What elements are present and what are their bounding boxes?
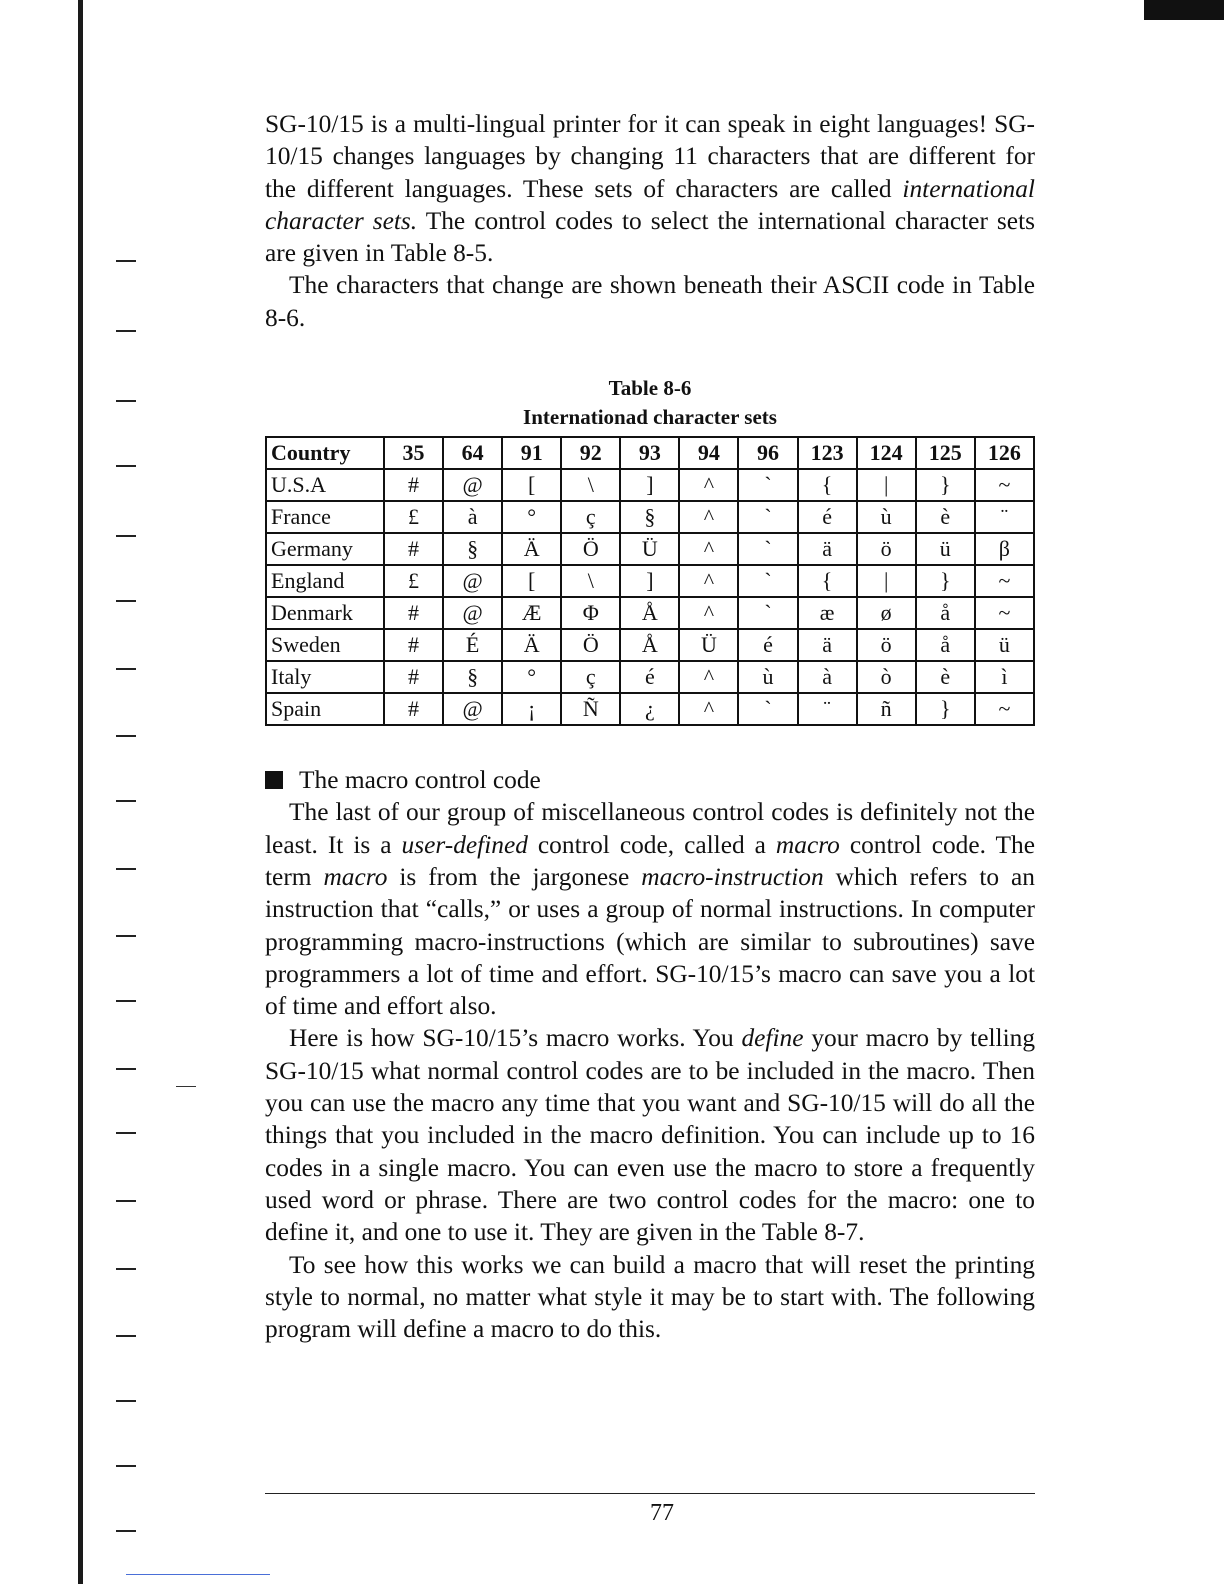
tick-mark: [116, 935, 136, 937]
margin-dash: [176, 1086, 196, 1087]
char-cell: é: [798, 501, 857, 533]
tick-mark: [116, 1132, 136, 1134]
tick-mark: [116, 1465, 136, 1467]
scan-underline: [126, 1574, 270, 1575]
char-cell: ~: [975, 469, 1034, 501]
char-cell: ^: [679, 597, 738, 629]
char-cell: ä: [798, 533, 857, 565]
header-cell: 91: [502, 437, 561, 469]
char-cell: ö: [857, 533, 916, 565]
country-cell: France: [266, 501, 384, 533]
char-cell: °: [502, 661, 561, 693]
char-cell: #: [384, 661, 443, 693]
char-cell: Ü: [620, 533, 679, 565]
char-cell: ^: [679, 501, 738, 533]
char-cell: Ñ: [561, 693, 620, 725]
char-cell: `: [738, 693, 797, 725]
table-row: [266, 629, 1034, 661]
header-cell: 124: [857, 437, 916, 469]
tick-mark: [116, 1200, 136, 1202]
char-cell: £: [384, 565, 443, 597]
char-cell: #: [384, 533, 443, 565]
text-run: your macro by telling SG-10/15 what normal control codes are to be included in the macro. Then you can use the macro any time that you want and SG-10/15 will do all the things that you included in the macro definition. You can include up to 16 codes in a single macro. You can even use the macro to store a frequently used word or phrase. There are two control codes for the macro: one to define it, and one to use it. They are given in the Table 8-7.: [265, 1024, 1036, 1247]
page-content: [265, 108, 1035, 1345]
tick-mark: [116, 1268, 136, 1270]
text-run: Here is how SG-10/15’s macro works. You: [289, 1024, 742, 1053]
tick-mark: [116, 330, 136, 332]
char-cell: ò: [857, 661, 916, 693]
char-cell: Å: [620, 597, 679, 629]
tick-mark: [116, 868, 136, 870]
scan-binding-edge: [78, 0, 83, 1584]
tick-mark: [116, 465, 136, 467]
character-set-table: [265, 436, 1035, 726]
char-cell: §: [620, 501, 679, 533]
tick-mark: [116, 1000, 136, 1002]
char-cell: ö: [857, 629, 916, 661]
char-cell: ì: [975, 661, 1034, 693]
table-intro-paragraph: The characters that change are shown beneath their ASCII code in Table 8-6.: [265, 271, 1035, 332]
emphasis-macro: macro: [323, 862, 388, 891]
char-cell: ù: [857, 501, 916, 533]
char-cell: ä: [798, 629, 857, 661]
char-cell: ¡: [502, 693, 561, 725]
char-cell: °: [502, 501, 561, 533]
char-cell: ^: [679, 661, 738, 693]
char-cell: \: [561, 565, 620, 597]
char-cell: è: [916, 661, 975, 693]
char-cell: Å: [620, 629, 679, 661]
char-cell: β: [975, 533, 1034, 565]
char-cell: ñ: [857, 693, 916, 725]
char-cell: æ: [798, 597, 857, 629]
char-cell: ¿: [620, 693, 679, 725]
char-cell: £: [384, 501, 443, 533]
table-row: [266, 469, 1034, 501]
char-cell: É: [443, 629, 502, 661]
header-cell: 94: [679, 437, 738, 469]
header-cell: 123: [798, 437, 857, 469]
char-cell: [: [502, 469, 561, 501]
char-cell: ù: [738, 661, 797, 693]
header-cell: 35: [384, 437, 443, 469]
char-cell: {: [798, 469, 857, 501]
char-cell: å: [916, 597, 975, 629]
table-header-row: [266, 437, 1034, 469]
square-bullet-icon: [265, 771, 283, 789]
char-cell: |: [857, 565, 916, 597]
table-row: [266, 597, 1034, 629]
country-cell: Germany: [266, 533, 384, 565]
char-cell: è: [916, 501, 975, 533]
char-cell: å: [916, 629, 975, 661]
tick-mark: [116, 1068, 136, 1070]
char-cell: Ö: [561, 629, 620, 661]
char-cell: #: [384, 693, 443, 725]
table-body: [266, 469, 1034, 725]
macro-paragraph-3: To see how this works we can build a macro that will reset the printing style to normal, no matter what style it may be to start with. The following program will define a macro to do this.: [265, 1250, 1035, 1344]
char-cell: \: [561, 469, 620, 501]
char-cell: `: [738, 501, 797, 533]
char-cell: `: [738, 565, 797, 597]
char-cell: ^: [679, 565, 738, 597]
text-run: The control codes to select the international character sets are given in Table 8-5.: [265, 206, 1036, 268]
table-row: [266, 565, 1034, 597]
char-cell: Ü: [679, 629, 738, 661]
table-row: [266, 693, 1034, 725]
tick-mark: [116, 800, 136, 802]
tick-mark: [116, 735, 136, 737]
macro-paragraph-1: [265, 796, 1035, 1022]
table-caption-number: Table 8-6: [608, 376, 692, 401]
char-cell: ~: [975, 597, 1034, 629]
table-caption-title: Internationad character sets: [523, 405, 777, 430]
header-cell: 125: [916, 437, 975, 469]
tick-mark: [116, 1400, 136, 1402]
emphasis-define: define: [741, 1024, 804, 1053]
header-cell: 93: [620, 437, 679, 469]
text-run: SG-10/15 is a multi-lingual printer for it can speak in eight languages! SG-10/15 changes languages by changing 11 characters that are different for the different languages. These sets of characters are called: [265, 110, 1035, 203]
char-cell: ]: [620, 469, 679, 501]
macro-section-heading: [265, 764, 1035, 796]
header-cell: Country: [266, 437, 384, 469]
text-run: control code, called a: [527, 830, 776, 859]
char-cell: à: [798, 661, 857, 693]
char-cell: ^: [679, 533, 738, 565]
section-heading-text: The macro control code: [299, 766, 541, 795]
char-cell: @: [443, 693, 502, 725]
char-cell: `: [738, 597, 797, 629]
tick-mark: [116, 1530, 136, 1532]
char-cell: à: [443, 501, 502, 533]
emphasis-macro: macro: [775, 830, 840, 859]
text-run: The last of our group of miscellaneous control codes is definitely not the least. It is a: [265, 798, 1035, 859]
char-cell: Ä: [502, 533, 561, 565]
char-cell: }: [916, 565, 975, 597]
emphasis-user-defined: user-defined: [401, 830, 528, 859]
header-cell: 92: [561, 437, 620, 469]
char-cell: ø: [857, 597, 916, 629]
tick-mark: [116, 535, 136, 537]
char-cell: `: [738, 533, 797, 565]
country-cell: Sweden: [266, 629, 384, 661]
scan-corner-mark: [1144, 0, 1224, 20]
char-cell: Æ: [502, 597, 561, 629]
country-cell: England: [266, 565, 384, 597]
char-cell: @: [443, 469, 502, 501]
tick-mark: [116, 400, 136, 402]
char-cell: [: [502, 565, 561, 597]
char-cell: Ä: [502, 629, 561, 661]
table-row: [266, 501, 1034, 533]
char-cell: ^: [679, 693, 738, 725]
char-cell: ü: [975, 629, 1034, 661]
char-cell: é: [620, 661, 679, 693]
tick-mark: [116, 600, 136, 602]
emphasis-international-character-sets: international character sets.: [265, 174, 1035, 235]
char-cell: ¨: [798, 693, 857, 725]
table-row: [266, 661, 1034, 693]
char-cell: ]: [620, 565, 679, 597]
country-cell: Italy: [266, 661, 384, 693]
char-cell: ç: [561, 661, 620, 693]
char-cell: Φ: [561, 597, 620, 629]
text-run: is from the jargonese: [387, 862, 642, 891]
tick-mark: [116, 1335, 136, 1337]
intro-paragraph: [265, 108, 1035, 269]
country-cell: Spain: [266, 693, 384, 725]
emphasis-macro-instruction: macro-instruction: [641, 862, 824, 891]
char-cell: @: [443, 597, 502, 629]
text-run: control code. The term: [265, 830, 1035, 891]
char-cell: #: [384, 469, 443, 501]
char-cell: §: [443, 533, 502, 565]
header-cell: 96: [738, 437, 797, 469]
char-cell: #: [384, 597, 443, 629]
table-row: [266, 533, 1034, 565]
char-cell: ^: [679, 469, 738, 501]
footer-rule: [265, 1493, 1035, 1494]
page-number: 77: [650, 1500, 674, 1526]
char-cell: `: [738, 469, 797, 501]
char-cell: ¨: [975, 501, 1034, 533]
tick-mark: [116, 668, 136, 670]
char-cell: }: [916, 693, 975, 725]
country-cell: Denmark: [266, 597, 384, 629]
header-cell: 64: [443, 437, 502, 469]
char-cell: ~: [975, 693, 1034, 725]
char-cell: @: [443, 565, 502, 597]
char-cell: }: [916, 469, 975, 501]
char-cell: #: [384, 629, 443, 661]
char-cell: |: [857, 469, 916, 501]
char-cell: ü: [916, 533, 975, 565]
text-run: which refers to an instruction that “calls,” or uses a group of normal instructions. In computer programming macro-instructions (which are similar to subroutines) save programmers a lot of time and effort. SG-10/15’s macro can save you a lot of time and effort also.: [265, 862, 1035, 1021]
macro-paragraph-2: [265, 1022, 1035, 1248]
char-cell: ~: [975, 565, 1034, 597]
char-cell: {: [798, 565, 857, 597]
margin-tick-marks: [104, 260, 144, 1560]
char-cell: §: [443, 661, 502, 693]
country-cell: U.S.A: [266, 469, 384, 501]
tick-mark: [116, 260, 136, 262]
char-cell: é: [738, 629, 797, 661]
header-cell: 126: [975, 437, 1034, 469]
char-cell: ç: [561, 501, 620, 533]
char-cell: Ö: [561, 533, 620, 565]
